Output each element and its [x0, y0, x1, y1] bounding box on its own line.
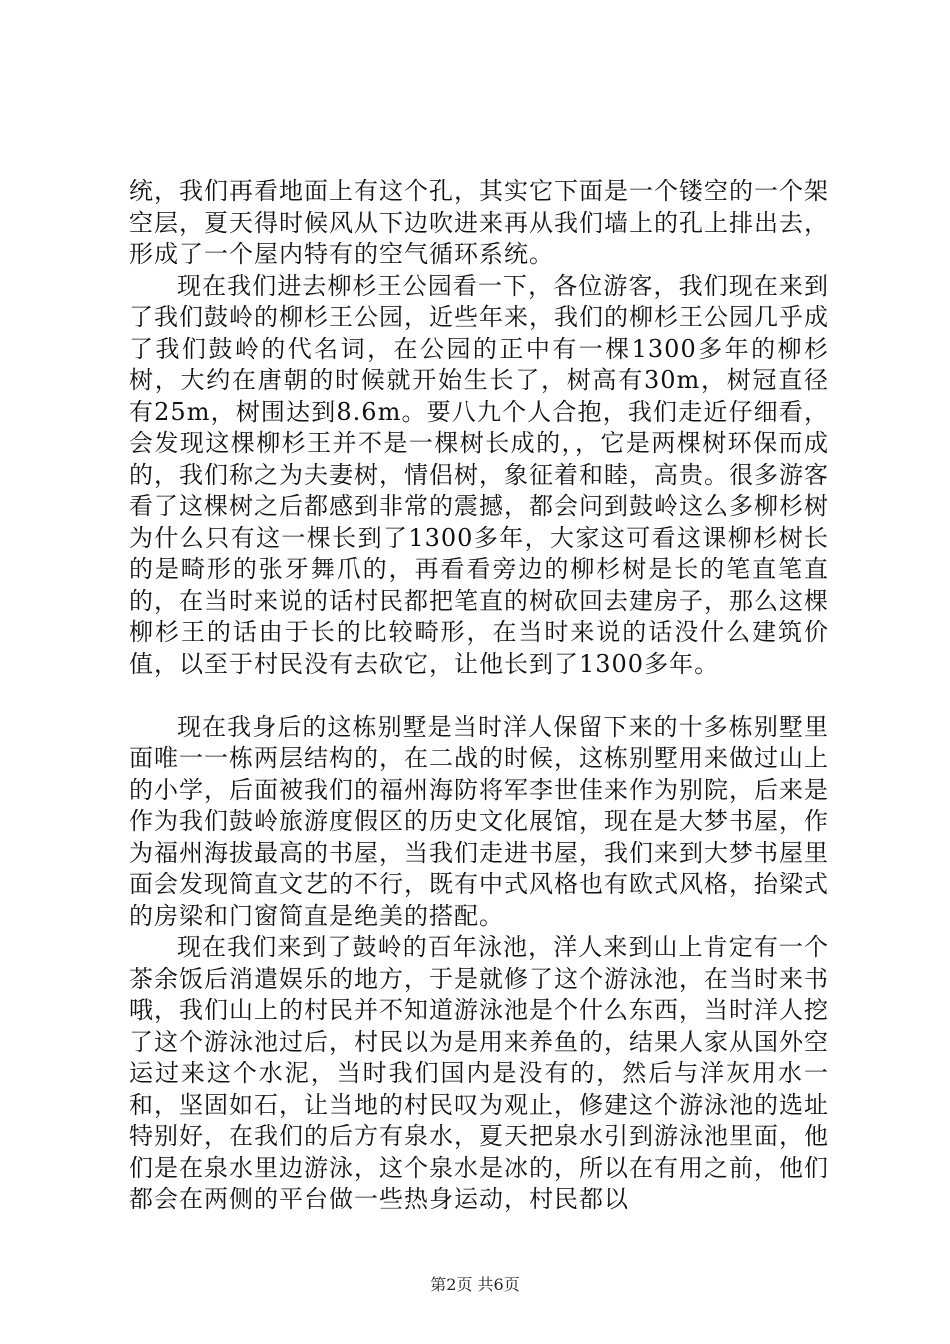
paragraph-villa: 现在我身后的这栋别墅是当时洋人保留下来的十多栋别墅里面唯一一栋两层结构的，在二战的时候，这栋别墅用来做过山上的小学，后面被我们的福州海防将军李世佳来作为别院，后来是作为我们鼓岭旅游度假区的历史文化展馆，现在是大梦书屋，作为福州海拔最高的书屋，当我们走进书屋，我们来到大梦书屋里面会发现简直文艺的不行，既有中式风格也有欧式风格，抬梁式的房梁和门窗简直是绝美的搭配。: [129, 712, 829, 930]
paragraph-continuation: 统，我们再看地面上有这个孔，其实它下面是一个镂空的一个架空层，夏天得时候风从下边吹进来再从我们墙上的孔上排出去，形成了一个屋内特有的空气循环系统。: [129, 177, 829, 268]
page-number-footer: 第2页 共6页: [430, 1275, 520, 1294]
paragraph-spacer: [129, 680, 829, 712]
document-body: [129, 176, 829, 1216]
paragraph-swimming-pool: 现在我们来到了鼓岭的百年泳池，洋人来到山上肯定有一个茶余饭后消遣娱乐的地方，于是就修了这个游泳池，在当时来书哦，我们山上的村民并不知道游泳池是个什么东西，当时洋人挖了这个游泳池过后，村民以为是用来养鱼的，结果人家从国外空运过来这个水泥，当时我们国内是没有的，然后与洋灰用水一和，坚固如石，让当地的村民叹为观止，修建这个游泳池的选址特别好，在我们的后方有泉水，夏天把泉水引到游泳池里面，他们是在泉水里边游泳，这个泉水是冰的，所以在有用之前，他们都会在两侧的平台做一些热身运动，村民都以: [129, 933, 829, 1213]
paragraph-liushan-park: 现在我们进去柳杉王公园看一下，各位游客，我们现在来到了我们鼓岭的柳杉王公园，近些年来，我们的柳杉王公园几乎成了我们鼓岭的代名词，在公园的正中有一棵1300多年的柳杉树，大约在唐朝的时候就开始生长了，树高有30m，树冠直径有25m，树围达到8.6m。要八九个人合抱，我们走近仔细看，会发现这棵柳杉王并不是一棵树长成的，，它是两棵树环保而成的，我们称之为夫妻树，情侣树，象征着和睦，高贵。很多游客看了这棵树之后都感到非常的震撼，都会问到鼓岭这么多柳杉树为什么只有这一棵长到了1300多年，大家这可看这课柳杉树长的是畸形的张牙舞爪的，再看看旁边的柳杉树是长的笔直笔直的，在当时来说的话村民都把笔直的树砍回去建房子，那么这棵柳杉王的话由于长的比较畸形，在当时来说的话没什么建筑价值，以至于村民没有去砍它，让他长到了1300多年。: [129, 271, 829, 678]
